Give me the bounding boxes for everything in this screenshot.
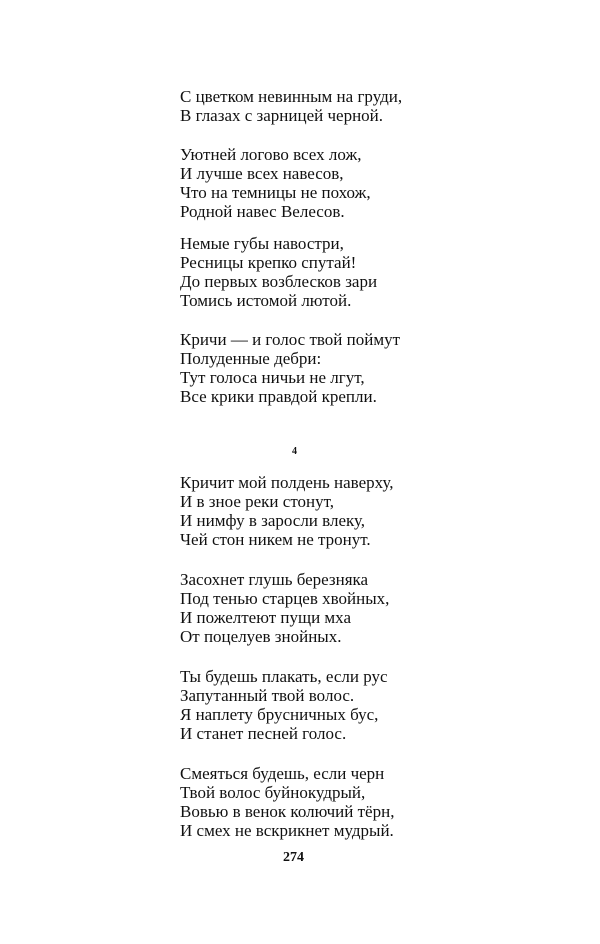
poem-line: И смех не вскрикнет мудрый. (180, 821, 394, 840)
poem-line: И станет песней голос. (180, 724, 347, 743)
stanza-6 (180, 570, 460, 646)
poem-line: Смеяться будешь, если черн (180, 764, 385, 783)
poem-line: И пожелтеют пущи мха (180, 608, 351, 627)
poem-line: До первых возблесков зари (180, 272, 378, 291)
poem-line: И нимфу в заросли влеку, (180, 511, 366, 530)
stanza-1 (180, 87, 460, 125)
stanza-5 (180, 473, 460, 549)
poem-line: Твой волос буйнокудрый, (180, 783, 366, 802)
poem-line: Полуденные дебри: (180, 349, 322, 368)
poem-line: Засохнет глушь березняка (180, 570, 369, 589)
poem-line: Я наплету брусничных бус, (180, 705, 379, 724)
poem-line: Вовью в венок колючий тёрн, (180, 802, 395, 821)
stanza-3 (180, 234, 460, 310)
poem-line: С цветком невинным на груди, (180, 87, 403, 106)
poem-line: Тут голоса ничьи не лгут, (180, 368, 365, 387)
poem-line: Чей стон никем не тронут. (180, 530, 371, 549)
poem-line: Немые губы навостри, (180, 234, 344, 253)
poem-line: Томись истомой лютой. (180, 291, 352, 310)
poem-line: Все крики правдой крепли. (180, 387, 377, 406)
poem-line: Кричит мой полдень наверху, (180, 473, 394, 492)
section-number: 4 (292, 446, 297, 457)
poem-line: Ты будешь плакать, если рус (180, 667, 388, 686)
poem-line: Ресницы крепко спутай! (180, 253, 357, 272)
page-number: 274 (283, 850, 304, 865)
poem-line: И лучше всех навесов, (180, 164, 344, 183)
poem-line: Уютней логово всех лож, (180, 145, 362, 164)
poem-line: Родной навес Велесов. (180, 202, 345, 221)
poem-line: Запутанный твой волос. (180, 686, 355, 705)
stanza-8 (180, 764, 460, 840)
poem-line: В глазах с зарницей черной. (180, 106, 384, 125)
poem-line: И в зное реки стонут, (180, 492, 335, 511)
poem-line: Кричи — и голос твой поймут (180, 330, 401, 349)
stanza-2 (180, 145, 460, 221)
poem-line: Что на темницы не похож, (180, 183, 371, 202)
poem-line: От поцелуев знойных. (180, 627, 342, 646)
poem-line: Под тенью старцев хвойных, (180, 589, 390, 608)
stanza-7 (180, 667, 460, 743)
stanza-4 (180, 330, 460, 406)
